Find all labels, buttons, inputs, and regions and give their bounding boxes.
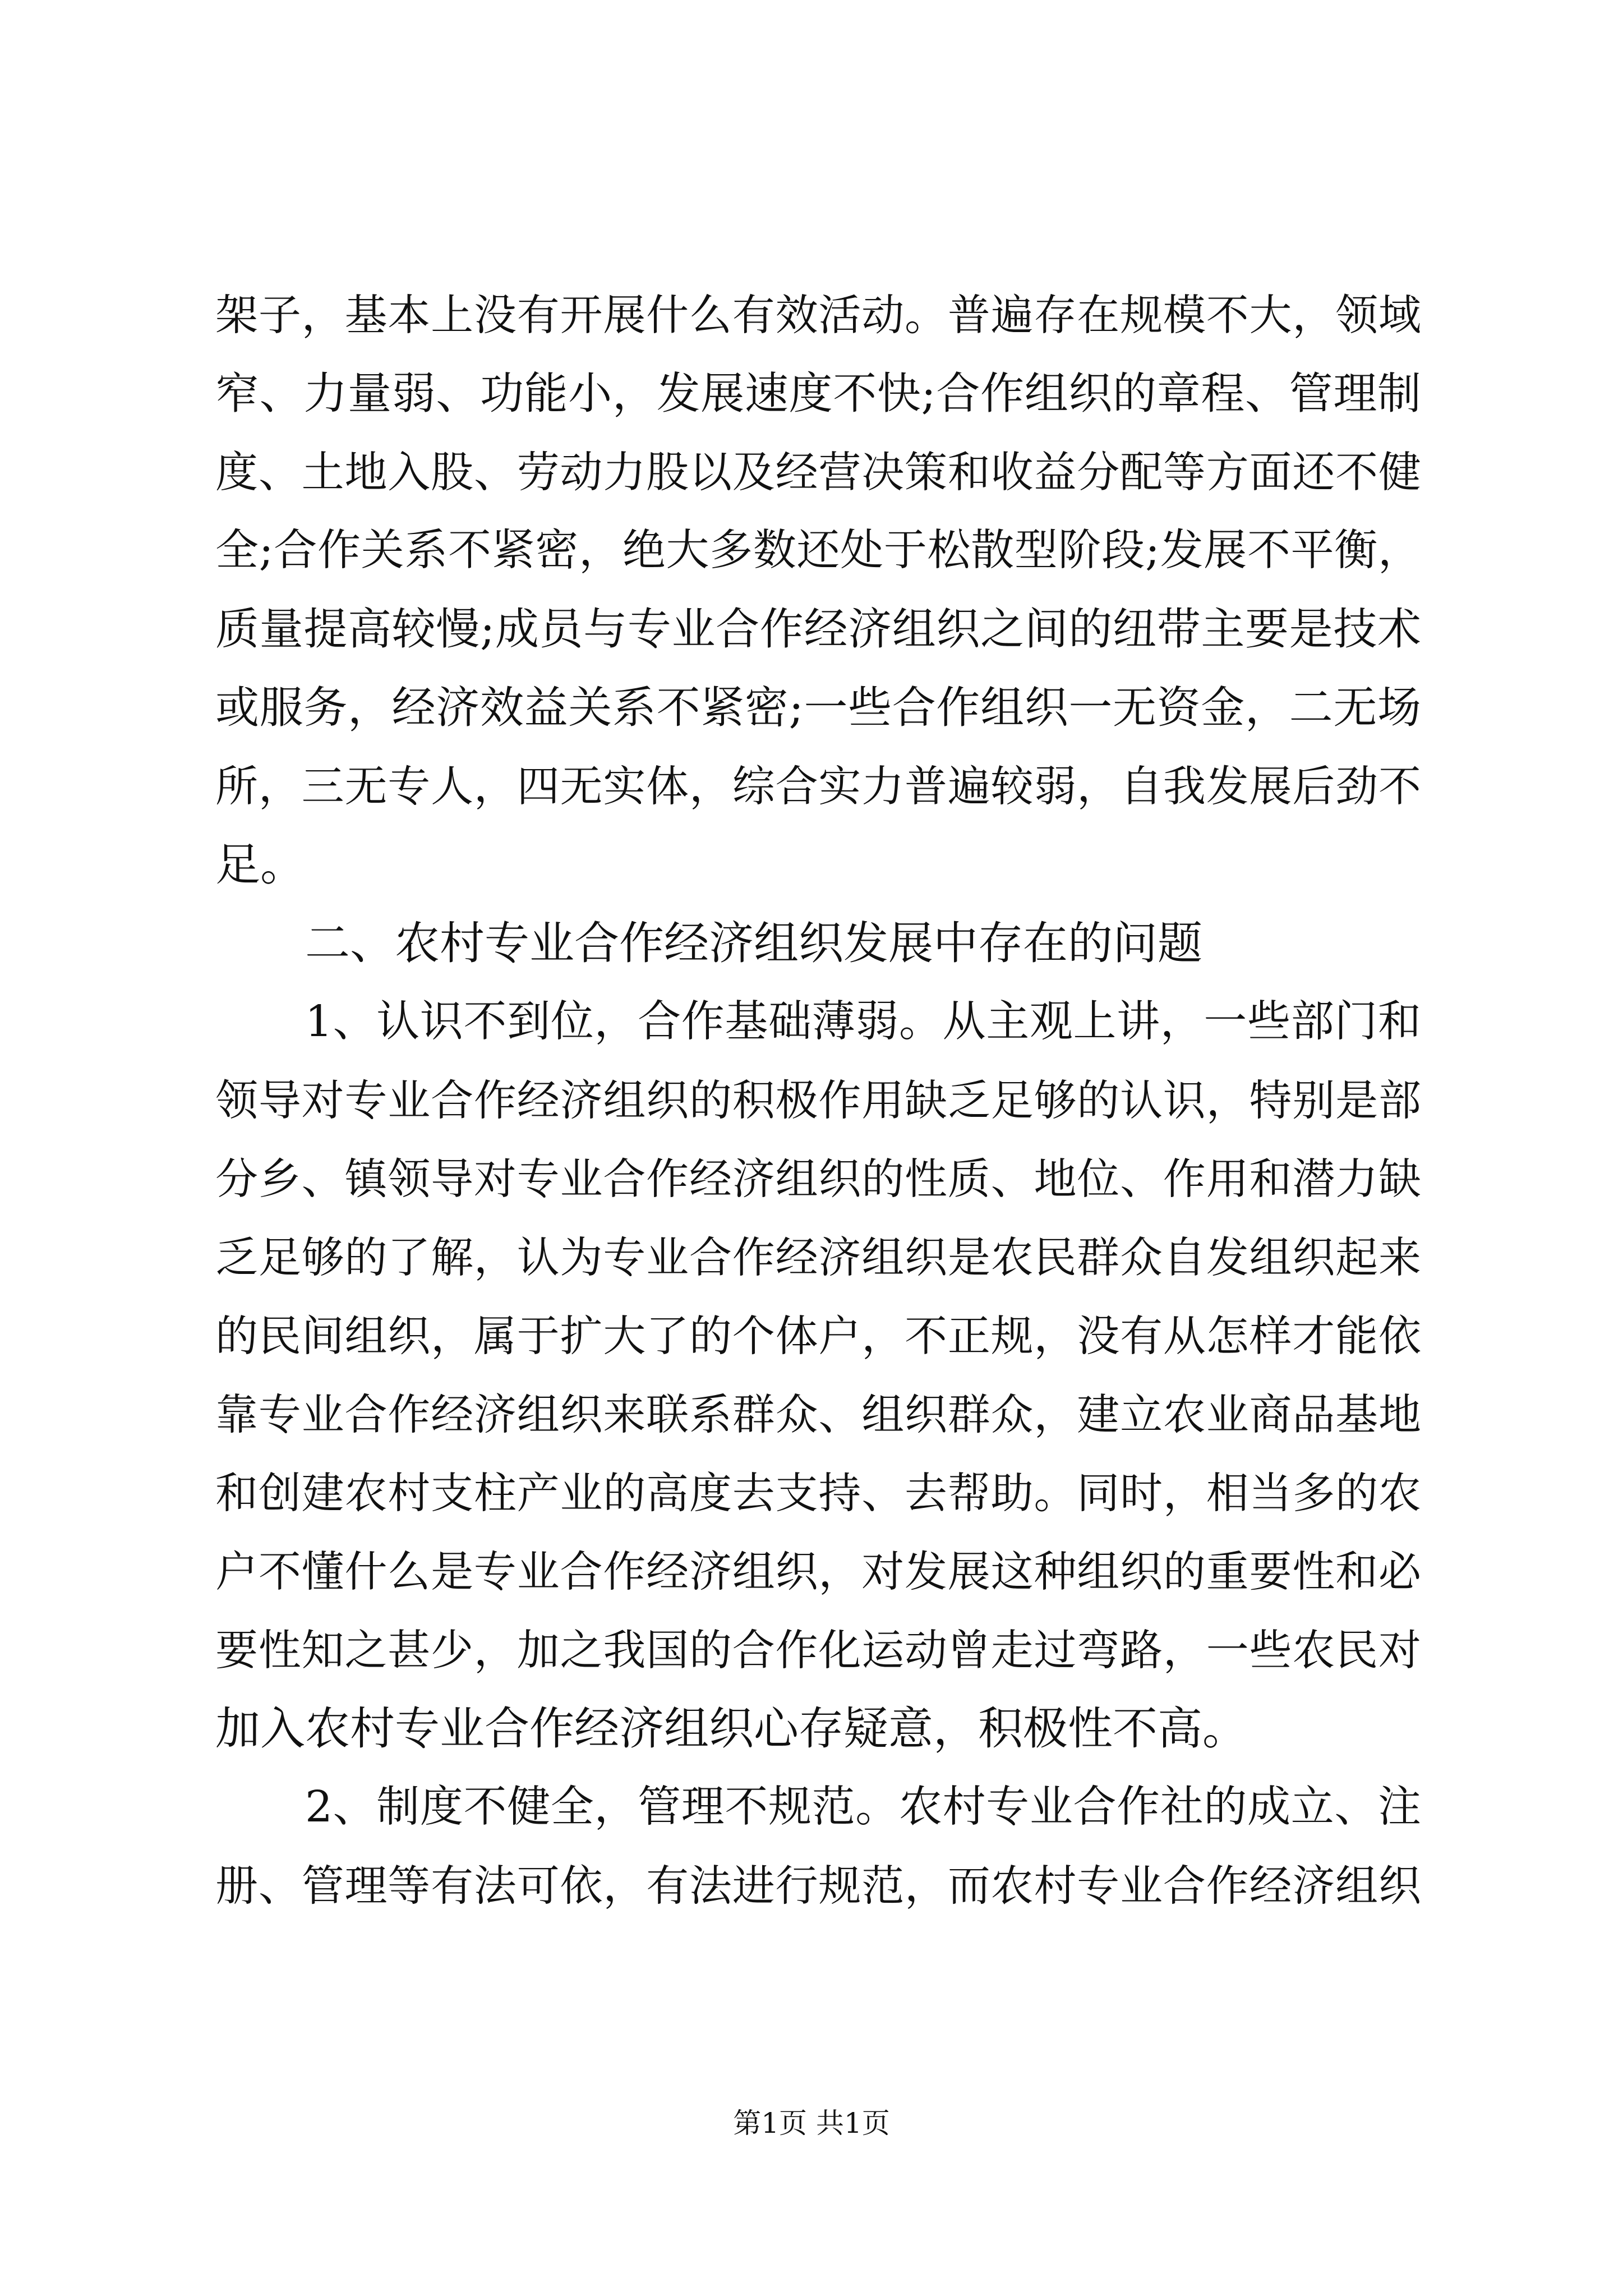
body-text-line: 质量提高较慢;成员与专业合作经济组织之间的纽带主要是技术 <box>215 604 1421 655</box>
body-text-line: 足。 <box>215 839 305 891</box>
body-text-line: 要性知之甚少，加之我国的合作化运动曾走过弯路，一些农民对 <box>215 1625 1421 1675</box>
body-text-line: 2、制度不健全，管理不规范。农村专业合作社的成立、注 <box>305 1782 1421 1832</box>
body-text-line: 1、认识不到位，合作基础薄弱。从主观上讲，一些部门和 <box>305 997 1421 1047</box>
body-text-line: 册、管理等有法可依，有法进行规范，而农村专业合作经济组织 <box>215 1861 1421 1911</box>
body-text-line: 所，三无专人，四无实体，综合实力普遍较弱，自我发展后劲不 <box>215 761 1421 811</box>
body-text-line: 架子，基本上没有开展什么有效活动。普遍存在规模不大，领域 <box>215 290 1421 340</box>
body-text-line: 度、土地入股、劳动力股以及经营决策和收益分配等方面还不健 <box>215 447 1421 497</box>
body-text-line: 或服务，经济效益关系不紧密;一些合作组织一无资金，二无场 <box>215 683 1421 733</box>
body-text-line: 领导对专业合作经济组织的积极作用缺乏足够的认识，特别是部 <box>215 1075 1421 1125</box>
body-text-line: 窄、力量弱、功能小，发展速度不快;合作组织的章程、管理制 <box>215 369 1421 419</box>
body-text-line: 全;合作关系不紧密，绝大多数还处于松散型阶段;发展不平衡， <box>215 526 1421 576</box>
page-footer: 第1页 共1页 <box>733 2107 890 2139</box>
body-text-line: 乏足够的了解，认为专业合作经济组织是农民群众自发组织起来 <box>215 1232 1421 1282</box>
body-text-line: 分乡、镇领导对专业合作经济组织的性质、地位、作用和潜力缺 <box>215 1154 1421 1204</box>
body-text-line: 的民间组织，属于扩大了的个体户，不正规，没有从怎样才能依 <box>215 1311 1421 1361</box>
section-heading: 二、农村专业合作经济组织发展中存在的问题 <box>305 917 1202 969</box>
body-text-line: 靠专业合作经济组织来联系群众、组织群众，建立农业商品基地 <box>215 1389 1421 1439</box>
body-text-line: 加入农村专业合作经济组织心存疑意，积极性不高。 <box>215 1703 1247 1755</box>
body-text-line: 和创建农村支柱产业的高度去支持、去帮助。同时，相当多的农 <box>215 1468 1421 1518</box>
body-text-line: 户不懂什么是专业合作经济组织，对发展这种组织的重要性和必 <box>215 1547 1421 1596</box>
